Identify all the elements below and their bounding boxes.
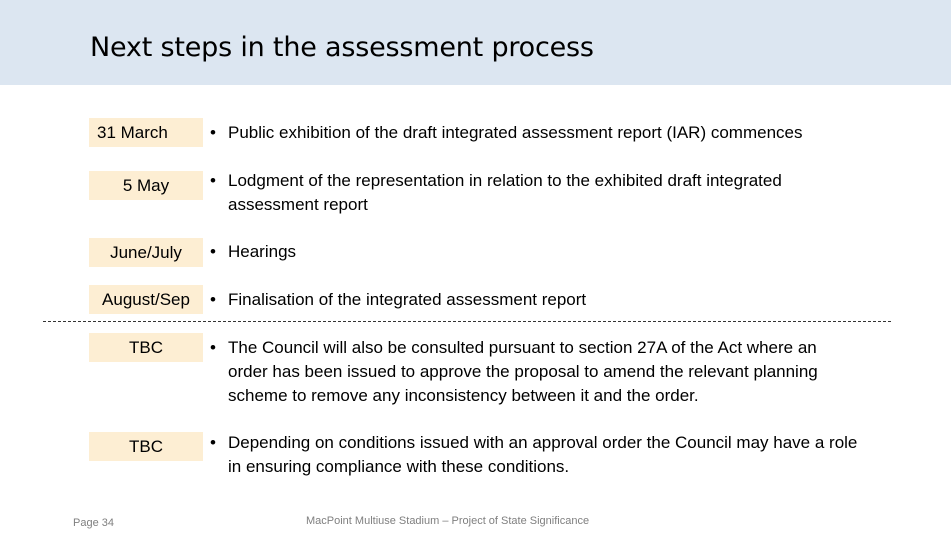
date-box-6: TBC xyxy=(89,432,203,461)
bullet-3: • xyxy=(210,242,216,261)
timeline-text-3: Hearings xyxy=(228,242,297,261)
timeline-text-4: Finalisation of the integrated assessment report xyxy=(228,290,587,309)
timeline-text-5: The Council will also be consulted pursuant to section 27A of the Act where an order has been issued to approve the proposal to amend the relevant planning scheme to remove any inconsistency between it and the order. xyxy=(228,338,818,405)
date-box-3: June/July xyxy=(89,238,203,267)
date-box-2: 5 May xyxy=(89,171,203,200)
bullet-4: • xyxy=(210,290,216,309)
date-box-4: August/Sep xyxy=(89,285,203,314)
timeline-text-6: Depending on conditions issued with an approval order the Council may have a role in ensuring compliance with these conditions. xyxy=(228,433,858,476)
bullet-6: • xyxy=(210,433,216,452)
slide-title: Next steps in the assessment process xyxy=(90,32,594,63)
timeline-text-2: Lodgment of the representation in relation to the exhibited draft integrated assessment report xyxy=(228,171,782,214)
timeline-text-1: Public exhibition of the draft integrated assessment report (IAR) commences xyxy=(228,123,803,142)
footer-page-number: Page 34 xyxy=(73,517,114,529)
date-box-1: 31 March xyxy=(89,118,203,147)
bullet-1: • xyxy=(210,123,216,142)
bullet-2: • xyxy=(210,171,216,190)
footer-title: MacPoint Multiuse Stadium – Project of State Significance xyxy=(306,515,590,527)
date-box-5: TBC xyxy=(89,333,203,362)
bullet-5: • xyxy=(210,338,216,357)
dashed-divider xyxy=(43,321,891,322)
